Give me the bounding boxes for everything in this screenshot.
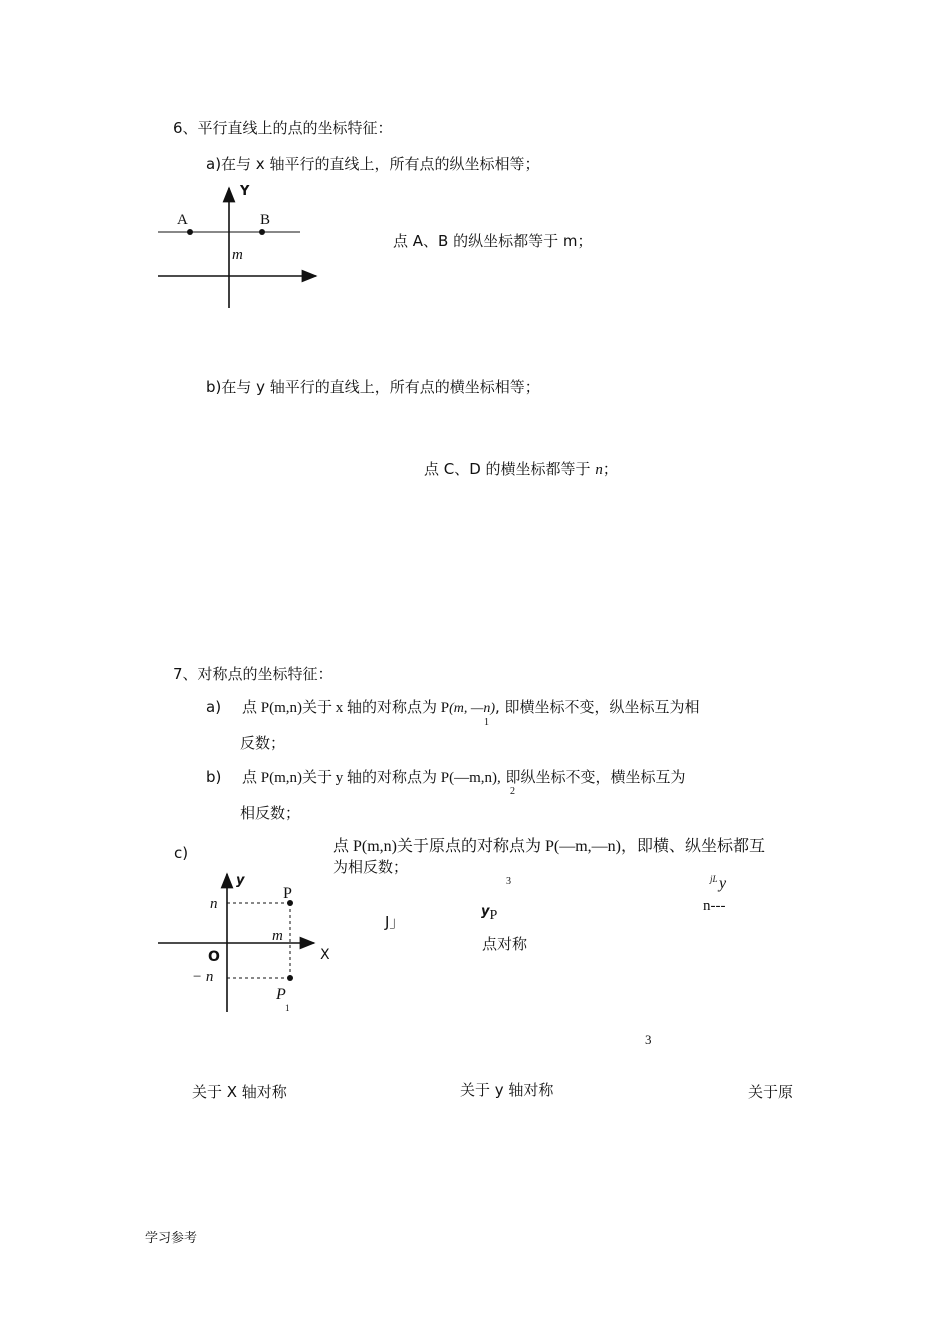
a-line1-prefix: 点 P(m,n)关于 x 轴的对称点为 P (242, 700, 450, 716)
m-label: m (272, 928, 283, 944)
point-a (187, 229, 193, 235)
y-label: y (236, 873, 245, 888)
section7-b-line2: 相反数； (240, 804, 301, 822)
point-p1 (287, 975, 293, 981)
section7-a-line1 (242, 697, 700, 719)
a-line1-coords: (m, —n) (449, 701, 495, 716)
b-note-var: n (595, 462, 603, 478)
fragment-yp-y: y (481, 904, 490, 919)
point-b (259, 229, 265, 235)
section6-a-text: a)在与 x 轴平行的直线上，所有点的纵坐标相等； (206, 155, 540, 173)
fragment-j: J」 (385, 913, 405, 931)
figure-parallel-x (150, 180, 330, 315)
section6-a-note: 点 A、B 的纵坐标都等于 m； (393, 232, 593, 250)
fragment-sup3: 3 (506, 876, 511, 887)
p1-label: P (276, 986, 286, 1003)
section7-a-marker: a) (206, 698, 222, 716)
fragment-yp (481, 900, 497, 922)
section6-heading: 6、平行直线上的点的坐标特征： (173, 119, 393, 137)
a-line1-suffix: , 即横坐标不变，纵坐标互为相 (494, 698, 700, 716)
section7-heading: 7、对称点的坐标特征： (173, 665, 333, 683)
footer: 学习参考 (145, 1230, 198, 1245)
fragment-center-sym: 点对称 (482, 935, 528, 953)
o-label: O (208, 949, 220, 965)
fragment-3: 3 (645, 1032, 652, 1047)
fragment-n: n--- (703, 898, 726, 914)
section6-b-text: b)在与 y 轴平行的直线上，所有点的横坐标相等； (206, 378, 540, 396)
label-m: m (232, 247, 243, 263)
section7-c-marker: c) (174, 844, 189, 862)
caption-y-symmetry: 关于 y 轴对称 (460, 1081, 554, 1099)
n-label: n (210, 896, 218, 912)
fragment-yp-p: P (489, 908, 498, 923)
label-a: A (177, 212, 188, 228)
section7-a-sub: 1 (484, 717, 489, 728)
y-axis-label: Y (240, 184, 250, 199)
caption-origin: 关于原 (748, 1083, 794, 1101)
section7-c-line1: 点 P(m,n)关于原点的对称点为 P(—m,—n)，即横、纵坐标都互 (333, 838, 766, 855)
caption-x-symmetry: 关于 X 轴对称 (192, 1083, 287, 1101)
b-line1-prefix: 点 P(m,n)关于 y 轴的对称点为 P(—m,n), (242, 770, 501, 786)
label-b: B (260, 212, 271, 228)
section7-a-line2: 反数； (240, 734, 286, 752)
figure-symmetry-x (150, 866, 340, 1016)
section7-b-marker: b) (206, 768, 222, 786)
b-note-prefix: 点 C、D 的横坐标都等于 (424, 460, 596, 478)
fragment-y: y (719, 875, 727, 892)
section6-b-note (424, 459, 618, 480)
p-label: P (283, 885, 292, 902)
section7-b-line1 (242, 767, 686, 788)
b-note-suffix: ； (602, 460, 618, 478)
section7-c-line2: 为相反数； (333, 858, 409, 876)
b-line1-suffix: 即纵坐标不变，横坐标互为 (500, 768, 686, 786)
p1-sub: 1 (285, 1003, 290, 1013)
neg-n-label: − n (192, 969, 214, 985)
section7-b-sub: 2 (510, 786, 515, 797)
fragment-jl: jL (710, 874, 718, 884)
x-label: X (320, 947, 330, 963)
